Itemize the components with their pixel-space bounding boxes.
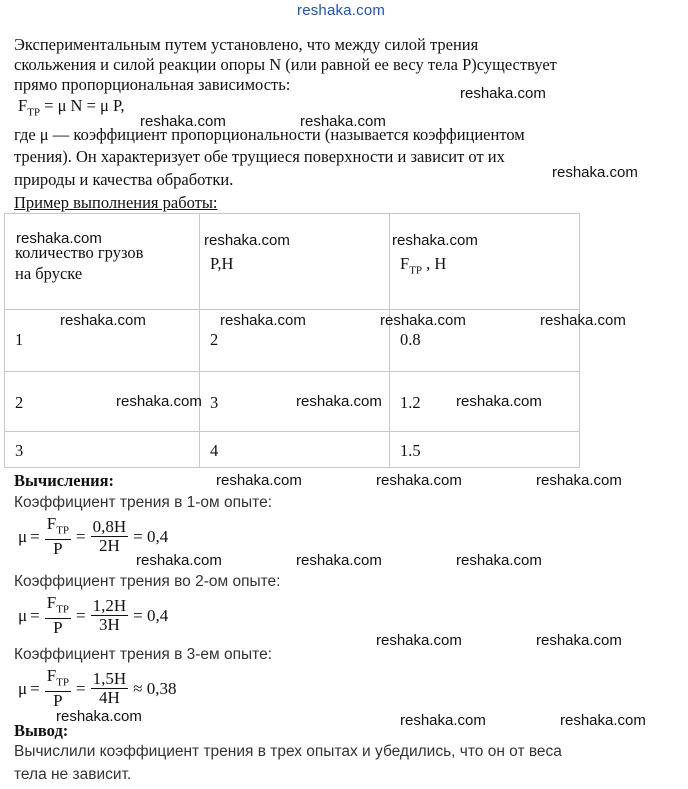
header-F: F: [400, 254, 410, 273]
site-watermark-top[interactable]: reshaka.com: [297, 2, 386, 19]
F-letter: F: [46, 666, 57, 685]
table-cell: [200, 432, 390, 468]
header-cell-loads: [5, 214, 200, 310]
result: = 0,4: [133, 526, 169, 546]
calc-heading: Вычисления:: [14, 471, 115, 490]
frac-den: 4Н: [99, 688, 120, 708]
fraction-values: [91, 670, 129, 707]
fraction-F-over-P: [45, 594, 71, 637]
watermark: reshaka.com: [136, 552, 222, 569]
equals-sign: =: [30, 678, 40, 698]
watermark: reshaka.com: [536, 632, 622, 649]
equals-sign: =: [76, 526, 86, 546]
fraction-values: [91, 518, 129, 555]
exp2-label: Коэффициент трения во 2-ом опыте:: [14, 573, 281, 590]
frac-num: [45, 667, 71, 692]
fraction-F-over-P: [45, 667, 71, 710]
intro-line-2: скольжения и силой реакции опоры N (или равной ее весу тела P)существует: [14, 55, 557, 74]
F-sub: ТР: [56, 524, 70, 537]
watermark: reshaka.com: [56, 708, 142, 725]
cell-value: 4: [210, 441, 219, 460]
frac-den: 2Н: [99, 536, 120, 556]
watermark: reshaka.com: [296, 552, 382, 569]
intro-line-6: природы и качества обработки.: [14, 170, 234, 189]
fraction-values: [91, 597, 129, 634]
watermark: reshaka.com: [392, 232, 478, 249]
watermark: reshaka.com: [560, 712, 646, 729]
header-F-sub: ТР: [409, 264, 423, 277]
conclusion-line-1: Вычислили коэффициент трения в трех опытах и убедились, что он от веса: [14, 743, 562, 760]
watermark: reshaka.com: [216, 472, 302, 489]
friction-formula: [18, 96, 124, 122]
header-cell-weight: [200, 214, 390, 310]
watermark: reshaka.com: [456, 393, 542, 410]
header-weight: P,Н: [210, 254, 234, 273]
cell-value: 1: [15, 330, 24, 349]
table-header-row: [5, 214, 580, 310]
watermark: reshaka.com: [140, 113, 226, 130]
watermark: reshaka.com: [296, 393, 382, 410]
watermark: reshaka.com: [376, 472, 462, 489]
cell-value: 2: [210, 330, 219, 349]
formula-rest: = μ N = μ P,: [40, 96, 125, 115]
watermark: reshaka.com: [400, 712, 486, 729]
watermark: reshaka.com: [16, 230, 102, 247]
equals-sign: =: [76, 605, 86, 625]
watermark: reshaka.com: [204, 232, 290, 249]
equals-sign: =: [76, 678, 86, 698]
F-letter: F: [46, 514, 57, 533]
cell-value: 1.2: [400, 393, 421, 412]
equals-sign: =: [30, 526, 40, 546]
watermark: reshaka.com: [116, 393, 202, 410]
header-F-unit: , Н: [422, 254, 447, 273]
header-friction: [400, 254, 446, 280]
formula-F: F: [18, 96, 28, 115]
watermark: reshaka.com: [536, 472, 622, 489]
exp1-label: Коэффициент трения в 1-ом опыте:: [14, 494, 273, 511]
F-letter: F: [46, 593, 57, 612]
intro-line-3: прямо пропорциональная зависимость:: [14, 75, 291, 94]
frac-den: 3Н: [99, 615, 120, 635]
cell-value: 0.8: [400, 330, 421, 349]
frac-num: 1,2Н: [92, 596, 127, 616]
watermark: reshaka.com: [60, 312, 146, 329]
header-loads-line2: на бруске: [15, 264, 83, 283]
frac-num: 1,5Н: [92, 669, 127, 689]
intro-line-4: где μ — коэффициент пропорциональности (называется коэффициентом: [14, 125, 525, 144]
cell-value: 1.5: [400, 441, 421, 460]
cell-value: 2: [15, 393, 24, 412]
intro-line-5: трения). Он характеризует обе трущиеся поверхности и зависит от их: [14, 147, 505, 166]
frac-num: [45, 515, 71, 540]
example-heading: Пример выполнения работы:: [14, 193, 218, 212]
watermark: reshaka.com: [300, 113, 386, 130]
watermark: reshaka.com: [456, 552, 542, 569]
mu-symbol: μ: [18, 526, 28, 546]
formula-sub: ТР: [27, 106, 41, 119]
intro-line-1: Экспериментальным путем установлено, что между силой трения: [14, 35, 479, 54]
fraction-F-over-P: [45, 515, 71, 558]
watermark: reshaka.com: [460, 85, 546, 102]
exp3-label: Коэффициент трения в 3-ем опыте:: [14, 646, 273, 663]
frac-num: 0,8Н: [92, 517, 127, 537]
frac-num: [45, 594, 71, 619]
header-cell-friction: [390, 214, 580, 310]
watermark: reshaka.com: [380, 312, 466, 329]
frac-den: P: [53, 691, 63, 711]
conclusion-heading: Вывод:: [14, 721, 69, 740]
F-sub: ТР: [56, 676, 70, 689]
table-cell: [5, 432, 200, 468]
watermark: reshaka.com: [552, 164, 638, 181]
cell-value: 3: [210, 393, 219, 412]
cell-value: 3: [15, 441, 24, 460]
result: = 0,4: [133, 605, 169, 625]
frac-den: P: [53, 539, 63, 559]
watermark: reshaka.com: [220, 312, 306, 329]
watermark: reshaka.com: [376, 632, 462, 649]
table-cell: [390, 432, 580, 468]
formula-exp3: [18, 667, 180, 710]
formula-exp2: [18, 594, 171, 637]
watermark: reshaka.com: [540, 312, 626, 329]
equals-sign: =: [30, 605, 40, 625]
result: ≈ 0,38: [133, 678, 177, 698]
table-row: [5, 432, 580, 468]
results-table: [4, 213, 580, 468]
frac-den: P: [53, 618, 63, 638]
mu-symbol: μ: [18, 605, 28, 625]
mu-symbol: μ: [18, 678, 28, 698]
header-loads-line1: количество грузов: [15, 243, 144, 262]
F-sub: ТР: [56, 603, 70, 616]
conclusion-line-2: тела не зависит.: [14, 766, 132, 783]
